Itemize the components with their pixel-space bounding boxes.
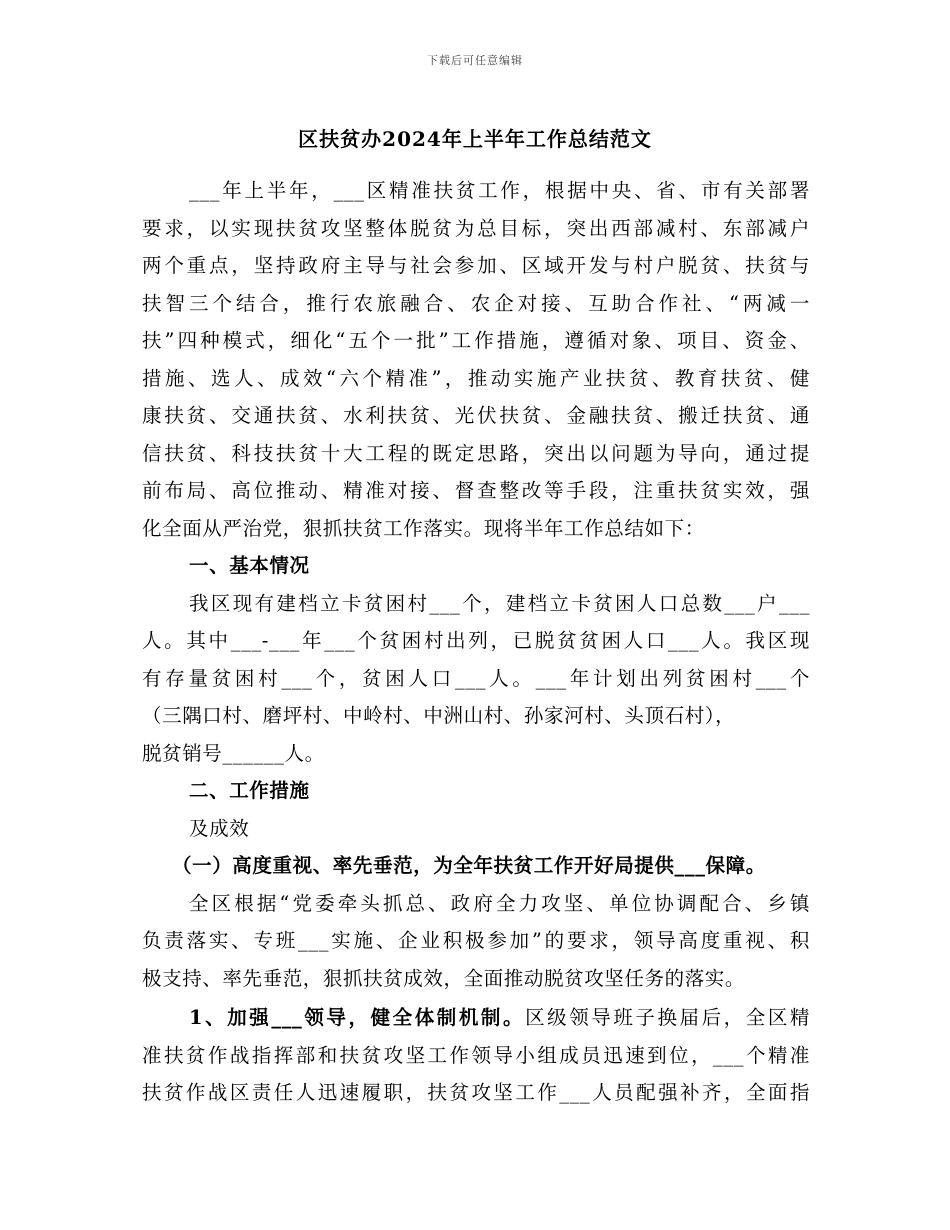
- section1-line: 有存量贫困村___个，贫困人口___人。___年计划出列贫困村___个: [142, 666, 810, 690]
- section1-line: 脱贫销号______人。: [142, 741, 325, 765]
- intro-line: 前布局、高位推动、精准对接、督查整改等手段，注重扶贫实效，强: [142, 479, 810, 502]
- subsection-heading: （一）高度重视、率先垂范，为全年扶贫工作开好局提供___保障。: [172, 854, 766, 877]
- intro-line: 信扶贫、科技扶贫十大工程的既定思路，突出以问题为导向，通过提: [142, 441, 810, 465]
- intro-line: ___年上半年，___区精准扶贫工作，根据中央、省、市有关部署: [189, 179, 810, 202]
- intro-line: 措施、选人、成效“六个精准”，推动实施产业扶贫、教育扶贫、健: [142, 366, 810, 390]
- point-line-first: [142, 999, 810, 1037]
- intro-line: 化全面从严治党，狠抓扶贫工作落实。现将半年工作总结如下：: [142, 516, 705, 540]
- subsection-line: 极支持、率先垂范，狠抓扶贫成效，全面推动脱贫攻坚任务的落实。: [142, 966, 746, 990]
- section1-line: 我区现有建档立卡贫困村___个，建档立卡贫困人口总数___户___: [189, 591, 810, 615]
- intro-line: 要求，以实现扶贫攻坚整体脱贫为总目标，突出西部减村、东部减户: [142, 216, 810, 240]
- section-heading-measures: 二、工作措施: [189, 779, 310, 802]
- intro-line: 两个重点，坚持政府主导与社会参加、区域开发与村户脱贫、扶贫与: [142, 254, 810, 277]
- document-title: 区扶贫办2024年上半年工作总结范文: [298, 127, 652, 151]
- section-heading-basic: 一、基本情况: [189, 554, 310, 577]
- point-line: 扶贫作战区责任人迅速履职，扶贫攻坚工作___人员配强补齐，全面指: [142, 1081, 810, 1104]
- subsection-line: 全区根据“党委牵头抓总、政府全力攻坚、单位协调配合、乡镇: [189, 891, 810, 915]
- subsection-line: 负责落实、专班___实施、企业积极参加”的要求，领导高度重视、积: [142, 929, 810, 952]
- page-header: 下载后可任意编辑: [427, 54, 523, 67]
- point-text: 区级领导班子换届后，全区精: [525, 1006, 810, 1029]
- point-line: 准扶贫作战指挥部和扶贫攻坚工作领导小组成员迅速到位，___个精准: [142, 1043, 810, 1067]
- intro-line: 康扶贫、交通扶贫、水利扶贫、光伏扶贫、金融扶贫、搬迁扶贫、通: [142, 404, 810, 427]
- intro-line: 扶”四种模式，细化“五个一批”工作措施，遵循对象、项目、资金、: [142, 329, 810, 352]
- section1-line: （三隅口村、磨坪村、中岭村、中洲山村、孙家河村、头顶石村），: [142, 704, 736, 727]
- document-body: [142, 172, 810, 1112]
- point-heading: 1、加强___领导，健全体制机制。: [189, 1006, 526, 1029]
- intro-line: 扶智三个结合，推行农旅融合、农企对接、互助合作社、“两减一: [142, 291, 810, 315]
- section1-line: 人。其中___-___年___个贫困村出列，已脱贫贫困人口___人。我区现: [142, 629, 810, 652]
- section-heading-continuation: 及成效: [189, 816, 250, 840]
